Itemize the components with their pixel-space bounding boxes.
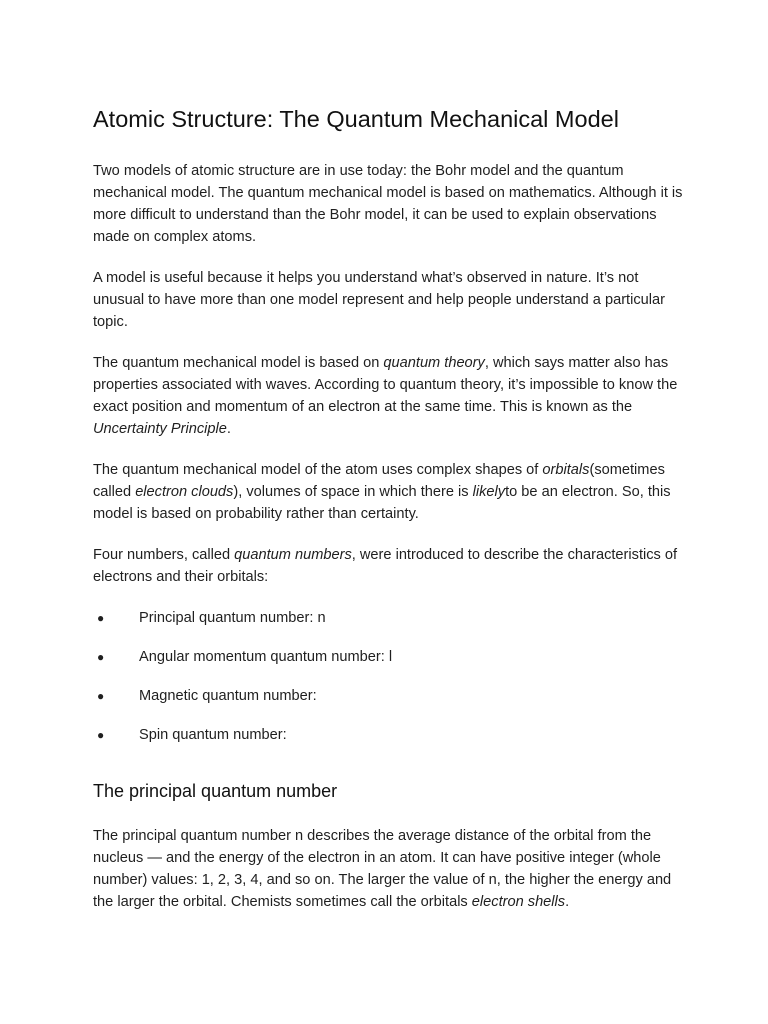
bullet-icon: ● bbox=[97, 728, 105, 742]
text-run: The quantum mechanical model is based on bbox=[93, 355, 384, 371]
paragraph-bohr-models: Two models of atomic structure are in use today: the Bohr model and the quantum mechanical model. The quantum mechanical model is based on mathematics. Although it is more difficult to understand than the Bohr model, it can be used to explain observations made on complex atoms. bbox=[93, 163, 683, 245]
list-item bbox=[93, 724, 693, 746]
text-run: ), volumes of space in which there is bbox=[233, 484, 473, 500]
text-run: (sometimes called bbox=[93, 462, 665, 500]
list-item-text: Spin quantum number: bbox=[139, 727, 287, 743]
paragraph-quantum-theory bbox=[93, 352, 693, 440]
paragraph-model-usefulness: A model is useful because it helps you understand what’s observed in nature. It’s not unusual to have more than one model represent and help people understand a particular topic. bbox=[93, 270, 665, 330]
document-page bbox=[93, 104, 693, 932]
paragraph-orbitals bbox=[93, 459, 693, 525]
emphasis-orbitals: orbitals bbox=[542, 462, 590, 478]
text-run: , which says matter also has properties associated with waves. According to quantum theory, it’s impossible to know the exact position and momentum of an electron at the same time. This is known as the bbox=[93, 355, 678, 415]
list-item bbox=[93, 646, 693, 668]
text-run: . bbox=[226, 421, 231, 437]
document-title: Atomic Structure: The Quantum Mechanical Model bbox=[93, 106, 619, 132]
emphasis-electron-shells: electron shells bbox=[471, 894, 566, 910]
list-item-text: Principal quantum number: n bbox=[139, 610, 326, 626]
paragraph-quantum-numbers-intro bbox=[93, 544, 693, 588]
emphasis-quantum-numbers: quantum numbers bbox=[234, 547, 352, 563]
paragraph-principal-quantum-number bbox=[93, 825, 693, 913]
emphasis-likely: likely bbox=[472, 484, 506, 500]
section-heading-principal-quantum-number: The principal quantum number bbox=[93, 781, 338, 801]
text-run: The quantum mechanical model of the atom uses complex shapes of bbox=[93, 462, 543, 478]
emphasis-quantum-theory: quantum theory bbox=[383, 355, 485, 371]
bullet-icon: ● bbox=[97, 650, 105, 664]
quantum-numbers-list bbox=[93, 607, 693, 746]
text-run: , were introduced to describe the characteristics of electrons and their orbitals: bbox=[93, 547, 678, 585]
bullet-icon: ● bbox=[97, 689, 105, 703]
text-run: . bbox=[565, 894, 570, 910]
list-item bbox=[93, 685, 693, 707]
text-run: to be an electron. So, this model is based on probability rather than certainty. bbox=[93, 484, 671, 522]
text-run: Four numbers, called bbox=[93, 547, 235, 563]
list-item-text: Angular momentum quantum number: l bbox=[139, 649, 393, 665]
text-run: The principal quantum number n describes the average distance of the orbital from the nucleus — and the energy of the electron in an atom. It can have positive integer (whole number) values: 1, 2, 3, 4, and so on. The larger the value of n, the higher the energy and the larger the orbital. Chemists sometimes call the orbitals bbox=[93, 828, 672, 910]
emphasis-uncertainty-principle: Uncertainty Principle bbox=[93, 421, 227, 437]
bullet-icon: ● bbox=[97, 611, 105, 625]
emphasis-electron-clouds: electron clouds bbox=[135, 484, 234, 500]
list-item-text: Magnetic quantum number: bbox=[139, 688, 317, 704]
list-item bbox=[93, 607, 693, 629]
